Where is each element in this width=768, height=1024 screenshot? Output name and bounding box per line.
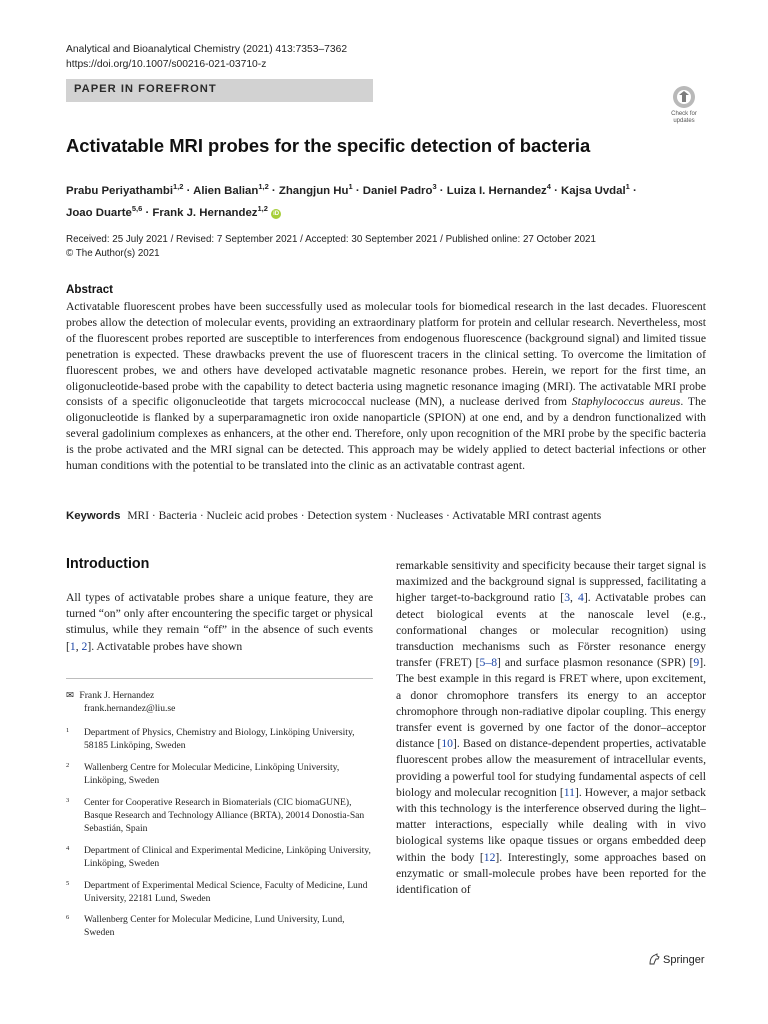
check-updates-text-1: Check for <box>671 111 697 117</box>
author-name[interactable]: Zhangjun Hu <box>278 184 349 197</box>
affiliation-item <box>66 761 373 787</box>
copyright-notice: © The Author(s) 2021 <box>66 248 160 259</box>
intro-text: ]. Interestingly, some approaches based on enzymatic or small-molecule probes have been reported for the identification of <box>396 850 707 897</box>
affiliation-item <box>66 726 373 752</box>
author-name[interactable]: Joao Duarte <box>66 206 132 219</box>
affiliation-item <box>66 879 373 905</box>
author-name[interactable]: Kajsa Uvdal <box>561 184 626 197</box>
citation-link[interactable]: 9 <box>693 656 700 670</box>
affiliation-text: Department of Clinical and Experimental Medicine, Linköping University, Linköping, Sweden <box>84 844 371 869</box>
citation-link[interactable]: 1 <box>69 639 76 653</box>
author-affiliation-sup: 4 <box>546 182 551 191</box>
envelope-icon: ✉ <box>66 690 75 701</box>
citation-link[interactable]: 2 <box>81 639 88 653</box>
author-affiliation-sup: 1,2 <box>257 203 268 213</box>
intro-text: ]. The best example in this regard is FRET where, upon excitement, a donor chromophore transfers its energy to an acceptor chromophore through non-radiative dipolar coupling. This energy transfer event is governed by one factor of the donor–acceptor distance [ <box>396 656 706 751</box>
affiliation-text: Wallenberg Center for Molecular Medicine, Lund University, Lund, Sweden <box>84 914 345 939</box>
springer-horse-icon <box>648 953 660 965</box>
author-name[interactable]: Frank J. Hernandez <box>152 206 258 219</box>
author-affiliation-sup: 1 <box>348 182 353 191</box>
intro-column-left <box>66 590 373 655</box>
corresponding-author-name: Frank J. Hernandez <box>79 690 155 701</box>
publisher-footer <box>648 953 705 966</box>
abstract-species-name: Staphylococcus aureus <box>571 395 681 409</box>
citation-link[interactable]: 3 <box>564 591 571 605</box>
journal-name: Analytical and Bioanalytical Chemistry <box>66 44 240 55</box>
article-title: Activatable MRI probes for the specific detection of bacteria <box>66 135 591 156</box>
intro-column-right <box>396 558 706 898</box>
affiliation-number: 5 <box>66 879 70 887</box>
citation-link[interactable]: 10 <box>441 737 453 751</box>
corresponding-author-email[interactable]: frank.hernandez@liu.se <box>84 703 176 714</box>
abstract-text <box>66 299 706 474</box>
section-label: PAPER IN FOREFRONT <box>74 83 217 95</box>
author-name[interactable]: Luiza I. Hernandez <box>446 184 547 197</box>
keywords-label: Keywords <box>66 510 121 522</box>
citation-link[interactable]: 12 <box>483 850 496 864</box>
intro-text: ] and surface plasmon resonance (SPR) [ <box>497 656 694 670</box>
affiliation-text: Department of Experimental Medical Science, Faculty of Medicine, Lund University, 22181 Lund, Sweden <box>84 879 368 904</box>
abstract-heading: Abstract <box>66 283 114 296</box>
affiliation-text: Wallenberg Centre for Molecular Medicine, Linköping University, Linköping, Sweden <box>84 761 340 786</box>
intro-text: ]. Based on distance-dependent properties, activatable fluorescent probes allow the measurement of intracellular events, providing a powerful tool for studying fundamental aspects of cell biology and molecular recognition [ <box>396 737 706 799</box>
citation-link[interactable]: 11 <box>563 785 575 799</box>
affiliation-number: 3 <box>66 796 70 804</box>
keywords-list: MRI · Bacteria · Nucleic acid probes · Detection system · Nucleases · Activatable MRI contrast agents <box>127 510 602 522</box>
affiliation-number: 2 <box>66 761 70 769</box>
intro-text: All types of activatable probes share a unique feature, they are turned “on” only after encountering the specific target or physical stimulus, while they remain “off” in the absence of such events [ <box>66 591 373 653</box>
article-dates <box>66 233 596 261</box>
author-affiliation-sup: 1,2 <box>172 182 184 191</box>
intro-text: ]. Activatable probes have shown <box>87 639 243 653</box>
author-affiliation-sup: 1,2 <box>258 182 269 191</box>
intro-text: , <box>75 639 82 653</box>
introduction-heading: Introduction <box>66 556 150 572</box>
affiliation-list <box>66 726 373 948</box>
check-for-updates-badge[interactable] <box>665 84 703 124</box>
author-list: Prabu Periyathambi$^{1,2}$ · Alien Balian$^{1,2}$ · Zhangjun $Hu^1$ · Daniel Padro$^3$ · Luiza I. Hernandez$^4$ · Kajsa Uvdal$^1$ · Joao Duarte$^{5,6}$ · Frank J. Hernandez$^{1,2}$ iD <box>66 182 637 219</box>
abstract-text-part: . The oligonucleotide is flanked by a superparamagnetic iron oxide nanoparticle (SPION) at one end, and by a dendron functionalized with several gadolinium complexes as enhancers, at the other end. Therefore, only upon recognition of the MRI probe by the specific bacteria is the probe activated and the MRI signal can be detected. This approach may be widely applied to detect bacterial infections or other human conditions with the potential to be translated into the clinic as an activatable contrast agent. <box>66 395 706 473</box>
affiliation-item <box>66 913 373 939</box>
intro-text: , <box>570 591 578 605</box>
author-name[interactable]: Prabu Periyathambi <box>66 184 173 197</box>
abstract-text-part: Activatable fluorescent probes have been successfully used as molecular tools for biomedical research in the last decades. Fluorescent probes allow the detection of molecular events, providing an extraordinary platform for protein and cellular research. Nevertheless, most of the fluorescent probes reported are susceptible to interferences from endogenous fluorescence (background signal) and limited tissue penetration is expected. These drawbacks prevent the use of fluorescent tracers in the clinical setting. To overcome the limitation of fluorescent probes, we and others have developed activatable magnetic resonance probes. Herein, we report for the first time, an oligonucleotide-based probe with the capability to detect bacteria using magnetic resonance imaging (MRI). The activatable MRI probe consists of a specific oligonucleotide that targets micrococcal nuclease (MN), a nuclease derived from <box>66 300 706 409</box>
affiliation-item <box>66 796 373 835</box>
doi-link[interactable]: https://doi.org/10.1007/s00216-021-03710-z <box>66 59 267 70</box>
author-affiliation-sup: 1 <box>625 182 630 191</box>
affiliation-item <box>66 844 373 870</box>
check-updates-text-2: updates <box>673 118 695 124</box>
journal-citation: (2021) 413:7353–7362 <box>242 44 348 55</box>
affiliation-number: 4 <box>66 844 70 852</box>
author-affiliation-sup: 3 <box>432 182 437 191</box>
intro-text: ]. Activatable probes can detect biological events at the nanoscale level (e.g., conformational changes or molecular recognition) using transduction mechanisms such as Förster resonance energy transfer (FRET) [ <box>396 591 706 670</box>
corresponding-author <box>66 689 175 715</box>
publisher-name: Springer <box>663 954 705 966</box>
affiliation-number: 1 <box>66 727 70 734</box>
citation-link[interactable]: 5–8 <box>479 656 498 670</box>
intro-text: remarkable sensitivity and specificity because their target signal is maximized and the background signal is suppressed, facilitating a higher target-to-background ratio [ <box>396 559 706 605</box>
affiliation-text: Department of Physics, Chemistry and Biology, Linköping University, 58185 Linköping, Sweden <box>84 727 355 751</box>
publication-history: Received: 25 July 2021 / Revised: 7 September 2021 / Accepted: 30 September 2021 / Published online: 27 October 2021 <box>66 234 596 245</box>
footnote-divider <box>66 678 373 679</box>
affiliation-text: Center for Cooperative Research in Biomaterials (CIC biomaGUNE), Basque Research and Technology Alliance (BRTA), 20014 Donostia-San Sebastián, Spain <box>84 796 365 834</box>
author-affiliation-sup: 5,6 <box>131 203 143 213</box>
orcid-icon[interactable]: iD <box>273 210 280 217</box>
journal-citation-line <box>66 42 347 57</box>
author-name[interactable]: Daniel Padro <box>362 184 433 197</box>
affiliation-number: 6 <box>66 914 70 922</box>
citation-link[interactable]: 4 <box>578 591 584 605</box>
keywords-line <box>66 510 706 522</box>
journal-header <box>66 42 347 72</box>
intro-text: ]. However, a major setback with this technology is the interference observed during the light–matter interactions, especially while dealing with in vivo biological systems like opaque tissues or organs embedded deep within the body [ <box>396 785 706 864</box>
author-name[interactable]: Alien Balian <box>193 184 259 197</box>
